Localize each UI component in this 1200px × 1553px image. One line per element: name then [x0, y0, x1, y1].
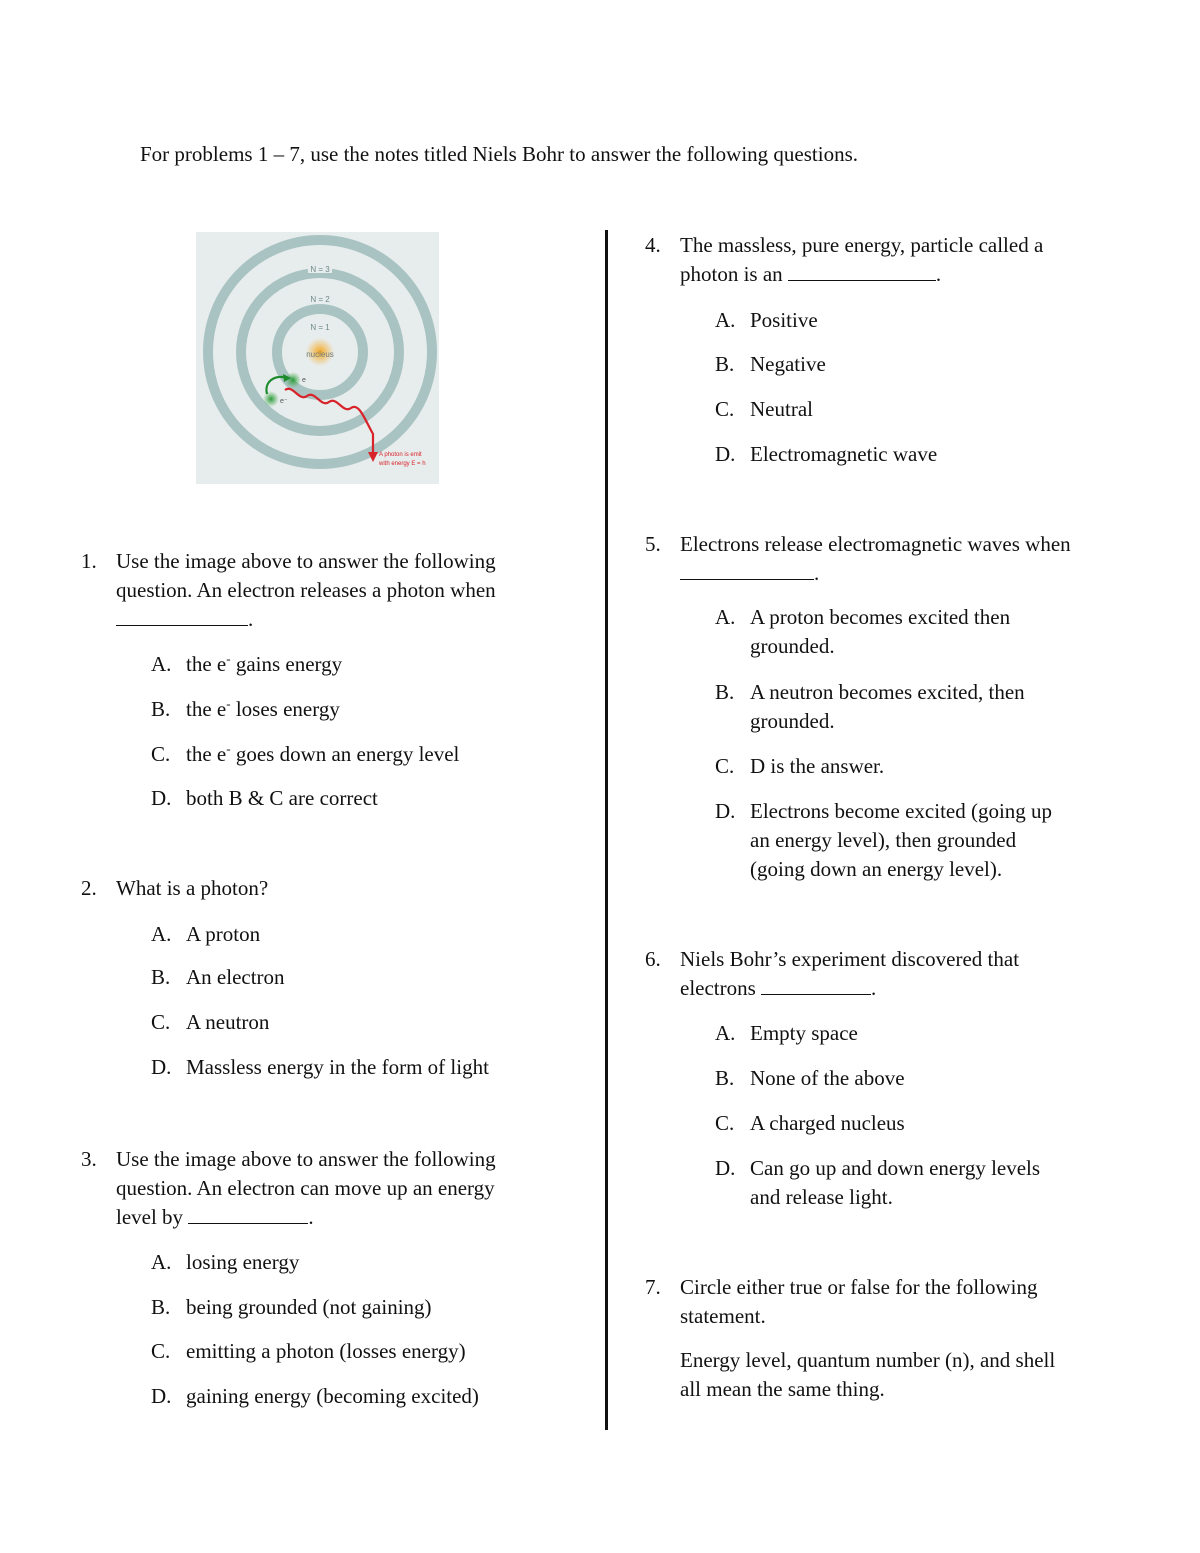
- option-d: [715, 440, 1080, 469]
- option-text: A proton: [186, 922, 261, 946]
- option-text: both B & C are correct: [186, 786, 378, 810]
- question-line: Use the image above to answer the following: [116, 549, 496, 573]
- option-d: [151, 784, 516, 813]
- page-header: For problems 1 – 7, use the notes titled Niels Bohr to answer the following questions.: [140, 142, 858, 166]
- option-text: D is the answer.: [750, 754, 885, 778]
- blank-suffix: .: [308, 1205, 314, 1229]
- column-divider: [605, 230, 608, 1430]
- option-b: [151, 1293, 516, 1322]
- label-nucleus: nucleus: [306, 350, 334, 359]
- option-text: being grounded (not gaining): [186, 1295, 432, 1319]
- option-letter: C.: [715, 754, 735, 778]
- question-3: [81, 1145, 576, 1408]
- question-line: question. An electron can move up an energy: [116, 1176, 495, 1200]
- question-line: The massless, pure energy, particle called a: [680, 233, 1044, 257]
- option-letter: C.: [151, 742, 171, 766]
- blank-suffix: .: [248, 607, 254, 631]
- option-c: [151, 1337, 516, 1366]
- superscript: -: [226, 741, 231, 756]
- option-d: [151, 1053, 516, 1082]
- option-letter: B.: [715, 352, 735, 376]
- option-letter: B.: [151, 697, 171, 721]
- question-line: statement.: [680, 1304, 766, 1328]
- option-text: A proton becomes excited then: [750, 605, 1011, 629]
- option-a: [151, 920, 516, 949]
- option-text: grounded.: [750, 709, 835, 733]
- option-c: [715, 395, 1080, 424]
- question-line: level by: [116, 1205, 184, 1229]
- option-b: [715, 1064, 1120, 1093]
- question-line: question. An electron releases a photon when: [116, 578, 496, 602]
- question-4: [645, 231, 1160, 466]
- option-letter: C.: [151, 1339, 171, 1363]
- answer-blank: [680, 561, 814, 580]
- option-letter: B.: [151, 965, 171, 989]
- question-number: 6.: [645, 947, 661, 971]
- option-text: Can go up and down energy levels: [750, 1156, 1041, 1180]
- question-number: 4.: [645, 233, 661, 257]
- option-b: [715, 350, 1080, 379]
- question-line: What is a photon?: [116, 876, 269, 900]
- question-7: [645, 1273, 1160, 1404]
- option-a: [151, 1248, 516, 1277]
- option-text: Empty space: [750, 1021, 858, 1045]
- option-text: Electrons become excited (going up: [750, 799, 1053, 823]
- option-letter: D.: [151, 786, 172, 810]
- option-letter: D.: [151, 1055, 172, 1079]
- option-text: Massless energy in the form of light: [186, 1055, 489, 1079]
- option-text: gaining energy (becoming excited): [186, 1384, 479, 1408]
- option-letter: A.: [151, 922, 172, 946]
- option-text: an energy level), then grounded: [750, 828, 1017, 852]
- option-text: Neutral: [750, 397, 813, 421]
- question-line: Electrons release electromagnetic waves when: [680, 532, 1071, 556]
- option-letter: D.: [715, 442, 736, 466]
- option-text: the e: [186, 697, 227, 721]
- option-text: None of the above: [750, 1066, 905, 1090]
- option-text: gains energy: [230, 652, 343, 676]
- answer-blank: [761, 976, 871, 995]
- blank-suffix: .: [871, 976, 877, 1000]
- option-letter: B.: [151, 1295, 171, 1319]
- label-n3: N = 3: [310, 265, 330, 274]
- option-b: [151, 695, 516, 724]
- question-number: 5.: [645, 532, 661, 556]
- question-line: Niels Bohr’s experiment discovered that: [680, 947, 1020, 971]
- option-a: [715, 603, 1120, 661]
- option-text: An electron: [186, 965, 285, 989]
- option-text: (going down an energy level).: [750, 857, 1003, 881]
- option-text: goes down an energy level: [230, 742, 460, 766]
- answer-blank: [788, 262, 936, 281]
- option-text: losing energy: [186, 1250, 300, 1274]
- question-number: 1.: [81, 549, 97, 573]
- option-letter: C.: [715, 1111, 735, 1135]
- question-6: [645, 945, 1160, 1209]
- bohr-model-figure: [196, 232, 439, 484]
- option-text: loses energy: [230, 697, 340, 721]
- option-text: and release light.: [750, 1185, 893, 1209]
- option-letter: C.: [151, 1010, 171, 1034]
- true-false-statement: [680, 1346, 1160, 1404]
- option-text: the e: [186, 652, 227, 676]
- option-letter: C.: [715, 397, 735, 421]
- option-text: A neutron becomes excited, then: [750, 680, 1025, 704]
- blank-suffix: .: [935, 262, 942, 286]
- option-letter: D.: [715, 1156, 736, 1180]
- option-text: Electromagnetic wave: [750, 442, 938, 466]
- option-a: [715, 1019, 1120, 1048]
- option-letter: A.: [151, 1250, 172, 1274]
- option-c: [151, 740, 516, 769]
- option-letter: A.: [715, 1021, 736, 1045]
- option-b: [715, 678, 1120, 736]
- answer-blank: [116, 607, 248, 626]
- question-number: 3.: [81, 1147, 97, 1171]
- option-c: [715, 752, 1120, 781]
- label-e-lower: e⁻: [280, 398, 288, 405]
- option-d: [715, 797, 1120, 884]
- option-letter: A.: [715, 308, 736, 332]
- question-5: [645, 530, 1160, 881]
- label-n1: N = 1: [310, 323, 330, 332]
- question-line: electrons: [680, 976, 756, 1000]
- option-text: the e: [186, 742, 227, 766]
- option-text: Negative: [750, 352, 826, 376]
- question-number: 7.: [645, 1275, 661, 1299]
- question-number: 2.: [81, 876, 97, 900]
- option-a: [715, 306, 1080, 335]
- option-text: A neutron: [186, 1010, 270, 1034]
- option-letter: B.: [715, 680, 735, 704]
- option-a: [151, 650, 516, 679]
- superscript: -: [226, 696, 231, 711]
- option-text: emitting a photon (losses energy): [186, 1339, 466, 1363]
- question-line: Circle either true or false for the following: [680, 1275, 1038, 1299]
- electron-lower: [263, 391, 279, 407]
- caption-line2: with energy E = h: [379, 461, 426, 467]
- option-d: [151, 1382, 516, 1411]
- option-d: [715, 1154, 1120, 1212]
- option-letter: D.: [151, 1384, 172, 1408]
- option-text: Positive: [750, 308, 818, 332]
- option-c: [715, 1109, 1120, 1138]
- question-line: photon is an: [680, 262, 783, 286]
- question-2: [81, 874, 576, 1079]
- question-1: [81, 547, 576, 810]
- statement-line: Energy level, quantum number (n), and shell: [680, 1348, 1056, 1372]
- option-b: [151, 963, 516, 992]
- option-letter: A.: [151, 652, 172, 676]
- statement-line: all mean the same thing.: [680, 1377, 885, 1401]
- option-letter: D.: [715, 799, 736, 823]
- option-text: grounded.: [750, 634, 835, 658]
- answer-blank: [188, 1205, 308, 1224]
- label-n2: N = 2: [310, 295, 330, 304]
- label-e-upper: e: [302, 377, 306, 384]
- superscript: -: [226, 651, 231, 666]
- option-letter: A.: [715, 605, 736, 629]
- option-c: [151, 1008, 516, 1037]
- option-text: A charged nucleus: [750, 1111, 905, 1135]
- caption-line1: A photon is emit: [379, 452, 422, 458]
- blank-suffix: .: [814, 561, 820, 585]
- question-line: Use the image above to answer the following: [116, 1147, 496, 1171]
- option-letter: B.: [715, 1066, 735, 1090]
